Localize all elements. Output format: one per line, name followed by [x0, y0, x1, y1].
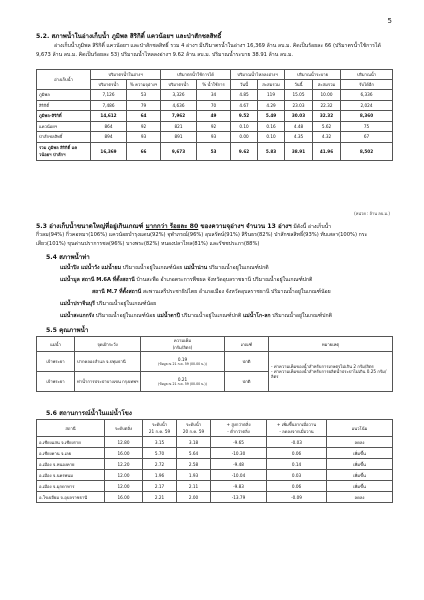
- reservoir-cell: 53: [127, 90, 161, 101]
- reservoir-cell: 23.03: [285, 100, 313, 111]
- mekong-rows: [37, 437, 393, 503]
- mekong-cell: -0.03: [267, 437, 327, 448]
- mekong-cell: 12.00: [105, 470, 143, 481]
- page-number: 5: [387, 17, 392, 25]
- reservoir-header-inflow: ปริมาณน้ำไหลลงอ่างฯ: [231, 70, 285, 80]
- reservoir-cell: 7,126: [91, 90, 127, 101]
- mekong-header-line: ระดับน้ำ: [185, 422, 202, 427]
- reservoir-row: [37, 111, 393, 122]
- reservoir-name: ภูมิพล: [37, 90, 91, 101]
- mekong-row: [37, 459, 393, 470]
- mekong-cell: 2.00: [177, 492, 211, 503]
- reservoir-cell: 4.29: [258, 100, 285, 111]
- reservoir-cell: 53: [197, 142, 231, 160]
- salinity-header-line: (กรัม/ลิตร): [172, 345, 193, 350]
- salinity-remarks: [269, 352, 393, 392]
- river-line-5: [60, 312, 332, 320]
- mekong-cell: 0.03: [267, 470, 327, 481]
- reservoir-cell: 93: [127, 132, 161, 143]
- salinity-value-date: (ข้อมูล ณ 21 ก.ค. 59 (00.00 น.)): [158, 381, 207, 386]
- salinity-river: เจ้าพระยา: [37, 352, 75, 372]
- section-5-4-title: 5.4 สภาพน้ำท่า: [46, 254, 90, 261]
- reservoir-cell: 15.05: [285, 90, 313, 101]
- reservoir-cell: 4.67: [231, 100, 258, 111]
- mekong-cell: 12.20: [105, 459, 143, 470]
- river-status: ปริมาณน้ำอยู่ในเกณฑ์ปกติ: [179, 313, 243, 319]
- salinity-table: [36, 336, 393, 392]
- mekong-header: แนวโน้ม: [327, 420, 393, 437]
- reservoir-cell: 7,962: [161, 111, 197, 122]
- reservoir-cell: 5.62: [313, 121, 341, 132]
- reservoir-cell: 3,326: [161, 90, 197, 101]
- river-line-4: [60, 300, 156, 308]
- mekong-cell: -0.09: [267, 492, 327, 503]
- mekong-row: [37, 437, 393, 448]
- reservoir-cell: 4.48: [285, 121, 313, 132]
- mekong-cell: 2.58: [177, 459, 211, 470]
- reservoir-cell: 79: [127, 100, 161, 111]
- salinity-header-line: ความเค็ม: [173, 338, 192, 343]
- reservoir-cell: 2,024: [341, 100, 393, 111]
- salinity-header: จุดเฝ้าระวัง: [75, 337, 141, 352]
- reservoir-cell: 92: [127, 121, 161, 132]
- section-5-6-title: 5.6 สถานการณ์น้ำในแม่น้ำโขง: [46, 410, 132, 417]
- mekong-cell: 2.72: [143, 459, 177, 470]
- reservoir-cell: 49: [197, 111, 231, 122]
- mekong-row: [37, 481, 393, 492]
- reservoir-subheader: % น้ำใช้การ: [197, 80, 231, 90]
- mekong-cell: 3.18: [177, 437, 211, 448]
- salinity-value-number: 0.21: [177, 376, 188, 382]
- reservoir-cell: 5.49: [258, 111, 285, 122]
- mekong-header-line: 21 ก.ค. 59: [148, 429, 171, 434]
- reservoir-row: [37, 90, 393, 101]
- reservoir-cell: 10.00: [313, 90, 341, 101]
- reservoir-cell: 864: [91, 121, 127, 132]
- reservoir-cell: 9.62: [231, 142, 258, 160]
- mekong-cell: -9.83: [211, 481, 267, 492]
- river-names: แม่น้ำสะแกกรัง: [60, 313, 95, 319]
- river-names: แม่น้ำมูล สถานี M.6A ที่ตั้งสถานี: [60, 277, 135, 283]
- salinity-header: [141, 337, 225, 352]
- mekong-header-line: ระดับน้ำ: [151, 422, 168, 427]
- reservoir-cell: 14,612: [91, 111, 127, 122]
- mekong-cell: 12.00: [105, 481, 143, 492]
- salinity-criteria: ปกติ: [225, 372, 269, 392]
- river-status: ปริมาณน้ำอยู่ในเกณฑ์น้อย: [94, 313, 158, 319]
- reservoir-cell: 8,502: [341, 142, 393, 160]
- river-status: ปริมาณน้ำอยู่ในเกณฑ์น้อย: [121, 265, 184, 271]
- reservoir-subheader: วันนี้: [231, 80, 258, 90]
- mekong-row: [37, 470, 393, 481]
- salinity-value-date: (ข้อมูล ณ 21 ก.ค. 59 (00.00 น.)): [158, 361, 207, 366]
- reservoir-cell: 22.32: [313, 100, 341, 111]
- mekong-cell: 0.14: [267, 459, 327, 470]
- reservoir-subheader: รับได้อีก: [341, 80, 393, 90]
- mekong-cell: -13.79: [211, 492, 267, 503]
- river-names: แม่น้ำตาปี: [157, 313, 180, 319]
- mekong-cell: 2.21: [143, 492, 177, 503]
- reservoir-name: สิริกิติ์: [37, 100, 91, 111]
- mekong-cell: -10.04: [211, 470, 267, 481]
- reservoir-table: [36, 69, 393, 161]
- salinity-remark: - ค่าความเค็มของน้ำสำหรับการผลิตน้ำประปาไม่เกิน 0.25 กรัม/ลิตร: [271, 369, 387, 379]
- mekong-table: [36, 419, 393, 503]
- reservoir-cell: 119: [258, 90, 285, 101]
- section-5-3-title: [36, 221, 331, 231]
- reservoir-cell: 821: [161, 121, 197, 132]
- reservoir-subheader: ปริมาตรน้ำ: [91, 80, 127, 90]
- mekong-header-line: + เพิ่มขึ้นจากเมื่อวาน: [276, 422, 317, 427]
- reservoir-row: [37, 132, 393, 143]
- reservoir-name: แควน้อยฯ: [37, 121, 91, 132]
- reservoir-cell: 4,636: [161, 100, 197, 111]
- river-names: แม่น้ำน่าน: [183, 265, 208, 271]
- mekong-cell: เพิ่มขึ้น: [327, 448, 393, 459]
- reservoir-row: [37, 100, 393, 111]
- mekong-cell: 1.93: [177, 470, 211, 481]
- mekong-header: [143, 420, 177, 437]
- salinity-point: ปากคลองสำแล จ.ปทุมธานี: [75, 352, 141, 372]
- mekong-cell: -9.48: [211, 459, 267, 470]
- mekong-cell: 3.15: [143, 437, 177, 448]
- mekong-header: สถานี: [37, 420, 105, 437]
- salinity-value: [141, 352, 225, 372]
- mekong-cell: -9.65: [211, 437, 267, 448]
- section-5-5-title: 5.5 คุณภาพน้ำ: [46, 327, 89, 334]
- mekong-cell: 5.64: [177, 448, 211, 459]
- river-line-3: [92, 288, 331, 296]
- reservoir-cell: 9.52: [231, 111, 258, 122]
- section-5-3-title-part: 5.3 อ่างเก็บน้ำขนาดใหญ่ที่อยู่เกินเกณฑ์: [36, 223, 146, 230]
- reservoir-cell: 64: [127, 111, 161, 122]
- mekong-cell: 0.06: [267, 481, 327, 492]
- river-status: ปริมาณน้ำอยู่ในเกณฑ์ปกติ: [270, 313, 332, 319]
- mekong-header-line: 20 ก.ค. 59: [182, 429, 205, 434]
- reservoir-subheader: % ความจุอ่างฯ: [127, 80, 161, 90]
- section-5-3-title-part: ของความจุอ่างฯ จำนวน 13 อ่างฯ: [198, 223, 292, 230]
- mekong-header-line: + สูงกว่าตลิ่ง: [226, 422, 251, 427]
- mekong-cell: ลดลง: [327, 492, 393, 503]
- mekong-cell: 1.96: [143, 470, 177, 481]
- reservoir-cell: 4.32: [313, 132, 341, 143]
- reservoir-cell: 32.32: [313, 111, 341, 122]
- reservoir-cell: 6,336: [341, 90, 393, 101]
- mekong-row: [37, 448, 393, 459]
- mekong-header-line: - ลดลงจากเมื่อวาน: [279, 429, 314, 434]
- reservoir-subheader: สะสมรวม: [313, 80, 341, 90]
- mekong-header: [211, 420, 267, 437]
- reservoir-cell: 8,360: [341, 111, 393, 122]
- reservoir-header-capacity: ปริมาณน้ำ: [341, 70, 393, 80]
- reservoir-cell: 894: [91, 132, 127, 143]
- reservoir-cell: 30.03: [285, 111, 313, 122]
- mekong-cell: 16.00: [105, 492, 143, 503]
- reservoir-cell: 38.91: [285, 142, 313, 160]
- mekong-station: อ.เชียงแสน จ.เชียงราย: [37, 437, 105, 448]
- mekong-row: [37, 492, 393, 503]
- salinity-remark: - ค่าความเค็มของน้ำสำหรับการเกษตรไม่เกิน 2 กรัม/ลิตร: [271, 364, 374, 369]
- mekong-cell: เพิ่มขึ้น: [327, 470, 393, 481]
- reservoir-cell: 0.00: [231, 132, 258, 143]
- mekong-cell: -10.30: [211, 448, 267, 459]
- mekong-station: อ.เชียงคาน จ.เลย: [37, 448, 105, 459]
- mekong-cell: ลดลง: [327, 437, 393, 448]
- salinity-river: เจ้าพระยา: [37, 372, 75, 392]
- reservoir-cell: 0.10: [231, 121, 258, 132]
- section-5-3-title-underlined: มากกว่า ร้อยละ 80: [145, 223, 199, 230]
- river-names: แม่น้ำปราจีนบุรี: [60, 301, 95, 307]
- reservoir-row: [37, 121, 393, 132]
- river-names: แม่น้ำโก-ลก: [242, 313, 271, 319]
- reservoir-subheader: ปริมาตรน้ำ: [161, 80, 197, 90]
- salinity-header: หมายเหตุ: [269, 337, 393, 352]
- salinity-value-number: 0.19: [177, 356, 188, 362]
- reservoir-cell: 0.16: [258, 121, 285, 132]
- mekong-cell: 16.00: [105, 448, 143, 459]
- mekong-station: อ.โขงเจียม จ.อุบลราชธานี: [37, 492, 105, 503]
- reservoir-cell: 93: [197, 132, 231, 143]
- mekong-cell: 12.80: [105, 437, 143, 448]
- reservoir-header-release: ปริมาณน้ำระบาย: [285, 70, 341, 80]
- mekong-header: ระดับตลิ่ง: [105, 420, 143, 437]
- reservoir-header-usable: ปริมาตรน้ำใช้การได้: [161, 70, 231, 80]
- reservoir-cell: 891: [161, 132, 197, 143]
- reservoir-header-storage: ปริมาตรน้ำในอ่างฯ: [91, 70, 161, 80]
- salinity-value: [141, 372, 225, 392]
- reservoir-cell: 4.85: [231, 90, 258, 101]
- mekong-station: อ.เมือง จ.นครพนม: [37, 470, 105, 481]
- mekong-station: อ.เมือง จ.หนองคาย: [37, 459, 105, 470]
- river-status: บ้านสะพือ อำเภอตระการพืชผล จังหวัดอุบลราชธานี ปริมาณน้ำอยู่ในเกณฑ์ปกติ: [134, 277, 313, 283]
- reservoir-cell: 34: [197, 90, 231, 101]
- mekong-cell: 2.11: [177, 481, 211, 492]
- mekong-cell: 2.17: [143, 481, 177, 492]
- reservoir-cell: 75: [341, 121, 393, 132]
- river-names: แม่น้ำปิง แม่น้ำวัง แม่น้ำยม: [60, 265, 122, 271]
- mekong-header: [267, 420, 327, 437]
- river-line-2: [60, 276, 312, 284]
- reservoir-cell: 5.83: [258, 142, 285, 160]
- river-line-1: [60, 264, 269, 272]
- reservoir-name: ป่าสักชลสิทธิ์: [37, 132, 91, 143]
- reservoir-row: [37, 142, 393, 160]
- section-5-2-title: 5.2. สภาพน้ำในอ่างเก็บน้ำ ภูมิพล สิริกิติ์ แควน้อยฯ และป่าสักชลสิทธิ์: [36, 33, 222, 40]
- river-status: ปริมาณน้ำอยู่ในเกณฑ์ปกติ: [207, 265, 269, 271]
- reservoir-cell: 0.10: [258, 132, 285, 143]
- salinity-header: แม่น้ำ: [37, 337, 75, 352]
- reservoir-subheader: สะสมรวม: [258, 80, 285, 90]
- reservoir-cell: 4.35: [285, 132, 313, 143]
- reservoir-rows: [37, 90, 393, 161]
- river-names: สถานี M.7 ที่ตั้งสถานี: [92, 289, 142, 295]
- section-5-3-paragraph: กิ่วลม(94%) กิ่วคอหมา(106%) แควน้อยบำรุงแดน(92%) จุฬาภรณ์(96%) อุบลรัตน์(91%) สิรินธร(82%) ป่าสักชลสิทธิ์(93%) ทับเสลา(100%) กระเสียว(101%) ขุนด่านปราการชล(96%) บางพระ(82%) หนองปลาไหล(81%) และรัชชประภา(88%): [36, 232, 368, 247]
- reservoir-cell: 67: [341, 132, 393, 143]
- river-status: ปริมาณน้ำอยู่ในเกณฑ์น้อย: [94, 301, 157, 307]
- reservoir-name: รวม ภูมิพล สิริกิติ์ แควน้อยฯ ป่าสักฯ: [37, 142, 91, 160]
- reservoir-cell: 70: [197, 100, 231, 111]
- reservoir-cell: 66: [127, 142, 161, 160]
- mekong-header-line: - ต่ำกว่าตลิ่ง: [227, 429, 250, 434]
- reservoir-subheader: วันนี้: [285, 80, 313, 90]
- mekong-cell: 5.70: [143, 448, 177, 459]
- salinity-point: ท่าน้ำการประปาบางเขน กรุงเทพฯ: [75, 372, 141, 392]
- mekong-cell: 0.06: [267, 448, 327, 459]
- reservoir-cell: 16,369: [91, 142, 127, 160]
- reservoir-unit-note: (หน่วย : ล้าน ลบ.ม.): [354, 211, 390, 216]
- salinity-header: เกณฑ์: [225, 337, 269, 352]
- reservoir-name: ภูมิพล-สิริกิติ์: [37, 111, 91, 122]
- mekong-station: อ.เมือง จ.มุกดาหาร: [37, 481, 105, 492]
- reservoir-header-name: อ่างเก็บน้ำ: [37, 70, 91, 90]
- river-status: สะพานเสรีประชาธิปไตย อำเภอเมือง จังหวัดอุบลราชธานี ปริมาณน้ำอยู่ในเกณฑ์น้อย: [141, 289, 331, 295]
- mekong-cell: เพิ่มขึ้น: [327, 481, 393, 492]
- reservoir-cell: 41.96: [313, 142, 341, 160]
- mekong-cell: เพิ่มขึ้น: [327, 459, 393, 470]
- section-5-3-title-part: มีดังนี้ อ่างเก็บน้ำ: [291, 224, 332, 230]
- section-5-2-paragraph: อ่างเก็บน้ำภูมิพล สิริกิติ์ แควน้อยฯ และป่าสักชลสิทธิ์ รวม 4 อ่างฯ มีปริมาตรน้ำในอ่างฯ 16,369 ล้าน ลบ.ม. คิดเป็นร้อยละ 66 (ปริมาตรน้ำใช้การได้ 9,673 ล้าน ลบ.ม. คิดเป็นร้อยละ 53) ปริมาณน้ำไหลลงอ่างฯ 9.62 ล้าน ลบ.ม. ปริมาณน้ำระบาย 38.91 ล้าน ลบ.ม.: [36, 43, 381, 58]
- salinity-criteria: ปกติ: [225, 352, 269, 372]
- reservoir-cell: 9,673: [161, 142, 197, 160]
- mekong-header: [177, 420, 211, 437]
- reservoir-cell: 92: [197, 121, 231, 132]
- reservoir-cell: 7,486: [91, 100, 127, 111]
